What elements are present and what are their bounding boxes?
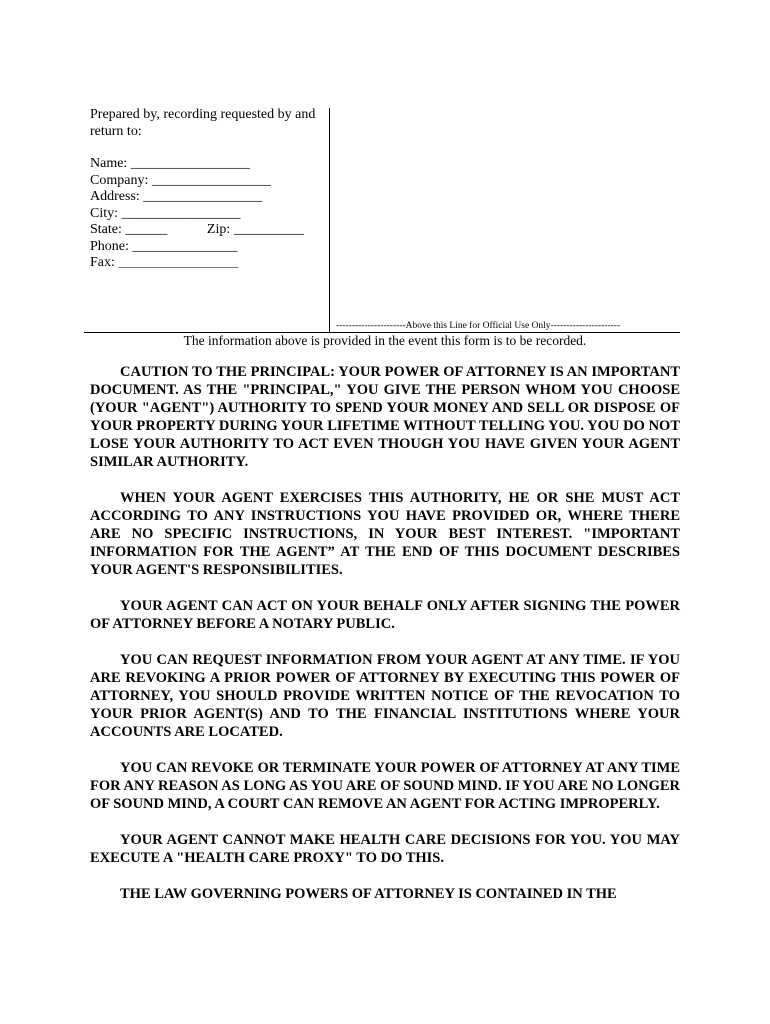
contact-fields <box>90 156 330 272</box>
governing-law-paragraph: THE LAW GOVERNING POWERS OF ATTORNEY IS CONTAINED IN THE <box>120 886 617 902</box>
company-field <box>90 173 330 190</box>
address-blank[interactable]: _________________ <box>143 189 263 204</box>
header-vertical-divider <box>329 108 330 332</box>
address-field <box>90 189 330 206</box>
name-blank[interactable]: _________________ <box>130 156 250 171</box>
state-label: State: <box>90 222 122 237</box>
return-to-line: return to: <box>90 123 142 139</box>
fax-label: Fax: <box>90 255 115 270</box>
fax-field <box>90 255 330 272</box>
city-blank[interactable]: _________________ <box>121 205 241 221</box>
state-blank[interactable]: ______ <box>125 222 168 237</box>
recording-header <box>90 107 330 272</box>
city-field <box>90 206 330 223</box>
caution-paragraph: CAUTION TO THE PRINCIPAL: YOUR POWER OF ATTORNEY IS AN IMPORTANT DOCUMENT. AS THE "PRINCIPAL," YOU GIVE THE PERSON WHOM YOU CHOOSE (YOUR "AGENT") AUTHORITY TO SPEND YOUR MONEY AND SELL OR DISPOSE OF YOUR PROPERTY DURING YOUR LIFETIME WITHOUT TELLING YOU. YOU DO NOT LOSE YOUR AUTHORITY TO ACT EVEN THOUGH YOU HAVE GIVEN YOUR AGENT SIMILAR AUTHORITY. <box>90 364 680 470</box>
name-label: Name: <box>90 156 128 171</box>
fax-blank[interactable]: ________________________ <box>118 258 239 269</box>
zip-label: Zip: <box>206 222 231 237</box>
notary-paragraph: YOUR AGENT CAN ACT ON YOUR BEHALF ONLY AFTER SIGNING THE POWER OF ATTORNEY BEFORE A NOTARY PUBLIC. <box>90 598 680 632</box>
phone-blank[interactable]: _______________ <box>132 238 238 254</box>
agent-authority-paragraph: WHEN YOUR AGENT EXERCISES THIS AUTHORITY, HE OR SHE MUST ACT ACCORDING TO ANY INSTRUCTIONS YOU HAVE PROVIDED OR, WHERE THERE ARE NO SPECIFIC INSTRUCTIONS, IN YOUR BEST INTEREST. "IMPORTANT INFORMATION FOR THE AGENT” AT THE END OF THIS DOCUMENT DESCRIBES YOUR AGENT'S RESPONSIBILITIES. <box>90 490 680 578</box>
health-care-paragraph: YOUR AGENT CANNOT MAKE HEALTH CARE DECISIONS FOR YOU. YOU MAY EXECUTE A "HEALTH CARE PROXY" TO DO THIS. <box>90 832 680 866</box>
revoke-terminate-paragraph: YOU CAN REVOKE OR TERMINATE YOUR POWER OF ATTORNEY AT ANY TIME FOR ANY REASON AS LONG AS YOU ARE OF SOUND MIND. IF YOU ARE NO LONGER OF SOUND MIND, A COURT CAN REMOVE AN AGENT FOR ACTING IMPROPERLY. <box>90 760 680 812</box>
company-blank[interactable]: _________________ <box>151 172 271 188</box>
official-use-line: ----------------------Above this Line for Official Use Only---------------------- <box>336 321 621 331</box>
zip-group <box>207 222 304 239</box>
name-field <box>90 156 330 173</box>
company-label: Company: <box>90 172 149 188</box>
city-label: City: <box>90 205 119 221</box>
revocation-notice-paragraph: YOU CAN REQUEST INFORMATION FROM YOUR AGENT AT ANY TIME. IF YOU ARE REVOKING A PRIOR POWER OF ATTORNEY BY EXECUTING THIS POWER OF ATTORNEY, YOU SHOULD PROVIDE WRITTEN NOTICE OF THE REVOCATION TO YOUR PRIOR AGENT(S) AND TO THE FINANCIAL INSTITUTIONS WHERE YOUR ACCOUNTS ARE LOCATED. <box>90 652 680 740</box>
zip-blank[interactable]: __________ <box>233 222 304 237</box>
address-label: Address: <box>90 189 140 204</box>
recording-info-note: The information above is provided in the event this form is to be recorded. <box>183 333 587 348</box>
phone-label: Phone: <box>90 238 129 254</box>
prepared-by-line: Prepared by, recording requested by and <box>90 107 316 122</box>
phone-field <box>90 239 330 256</box>
document-body <box>90 363 680 921</box>
state-zip-field <box>90 222 330 239</box>
